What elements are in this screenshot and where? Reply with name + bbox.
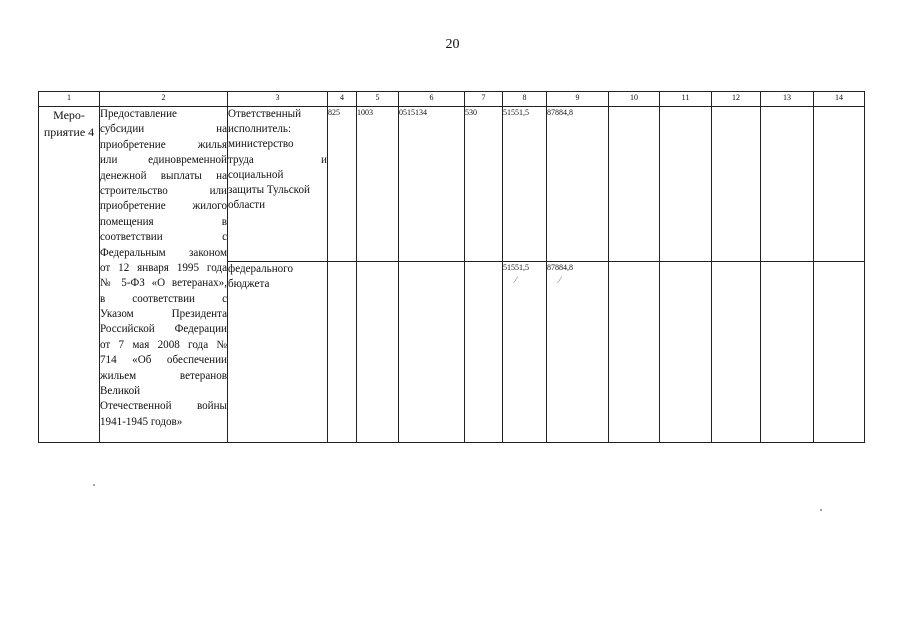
activity-description — [100, 107, 228, 443]
description-line: денежной выплаты на — [100, 169, 227, 182]
source-line: защиты Тульской — [228, 183, 310, 196]
row-label-line: Меро- — [53, 108, 85, 122]
column-header: 5 — [357, 92, 399, 107]
source-line: исполнитель: — [228, 123, 292, 136]
column-header: 6 — [399, 92, 465, 107]
description-line: 1941-1945 годов» — [100, 415, 183, 428]
header-row — [39, 92, 865, 107]
column-header: 13 — [761, 92, 814, 107]
cell-col-7 — [465, 262, 503, 443]
description-line: приобретение жилого — [100, 200, 227, 213]
column-header: 7 — [465, 92, 503, 107]
description-line: соответствии с — [100, 231, 227, 244]
column-header: 1 — [39, 92, 100, 107]
column-header: 8 — [503, 92, 547, 107]
column-header: 4 — [328, 92, 357, 107]
funding-source — [228, 107, 328, 262]
cell-col-13 — [761, 262, 814, 443]
column-header: 10 — [609, 92, 660, 107]
source-line: бюджета — [228, 278, 270, 291]
description-line: Отечественной войны — [100, 400, 227, 413]
description-line: помещения в — [100, 215, 227, 228]
description-line: Предоставление — [100, 108, 177, 120]
cell-col-11 — [660, 262, 712, 443]
page-number: 20 — [445, 37, 460, 52]
cell-value: 87884,8 — [547, 263, 573, 272]
cell-col-8: 51551,5 — [503, 107, 547, 262]
cell-col-11 — [660, 107, 712, 262]
data-table — [38, 91, 865, 443]
cell-col-6 — [399, 262, 465, 443]
source-line: Ответственный — [228, 108, 302, 120]
description-line: Указом Президента — [100, 308, 227, 321]
cell-col-7: 530 — [465, 107, 503, 262]
cell-col-8 — [503, 262, 547, 443]
row-label-line: приятие 4 — [43, 125, 95, 139]
cell-col-14 — [814, 262, 865, 443]
description-line: Великой — [100, 385, 141, 398]
description-line: Российской Федерации — [100, 323, 227, 336]
description-line: строительство или — [100, 184, 227, 197]
source-line: области — [228, 199, 266, 212]
cell-col-9 — [547, 262, 609, 443]
column-header: 11 — [660, 92, 712, 107]
cell-col-5: 1003 — [357, 107, 399, 262]
column-header: 2 — [100, 92, 228, 107]
cell-col-12 — [712, 107, 761, 262]
column-header: 12 — [712, 92, 761, 107]
scan-speck — [93, 484, 95, 486]
cell-col-9: 87884,8 — [547, 107, 609, 262]
source-line: труда и — [228, 153, 327, 166]
description-line: субсидии на — [100, 123, 227, 136]
cell-col-4: 825 — [328, 107, 357, 262]
funding-source — [228, 262, 328, 443]
description-line: № 5-ФЗ «О ветеранах», — [100, 277, 227, 290]
scan-speck — [820, 509, 822, 511]
description-line: приобретение жилья — [100, 138, 227, 151]
column-header: 9 — [547, 92, 609, 107]
check-mark: ⁄ — [515, 275, 517, 285]
source-line: социальной — [228, 168, 284, 181]
description-line: от 12 января 1995 года — [100, 261, 227, 274]
cell-col-5 — [357, 262, 399, 443]
column-header: 14 — [814, 92, 865, 107]
cell-col-4 — [328, 262, 357, 443]
description-line: от 7 мая 2008 года № — [100, 338, 227, 351]
row-label — [39, 107, 100, 443]
cell-col-12 — [712, 262, 761, 443]
table-row — [39, 107, 865, 262]
column-header: 3 — [228, 92, 328, 107]
description-line: жильем ветеранов — [100, 369, 227, 382]
source-line: федерального — [228, 263, 294, 275]
cell-col-6: 0515134 — [399, 107, 465, 262]
cell-value: 51551,5 — [503, 263, 529, 272]
cell-col-13 — [761, 107, 814, 262]
check-mark: ⁄ — [559, 275, 561, 285]
cell-col-10 — [609, 107, 660, 262]
description-line: или единовременной — [100, 154, 227, 167]
description-line: Федеральным законом — [100, 246, 227, 259]
description-line: 714 «Об обеспечении — [100, 354, 227, 367]
description-line: в соответствии с — [100, 292, 227, 305]
source-line: министерство — [228, 138, 294, 151]
cell-col-14 — [814, 107, 865, 262]
cell-col-10 — [609, 262, 660, 443]
